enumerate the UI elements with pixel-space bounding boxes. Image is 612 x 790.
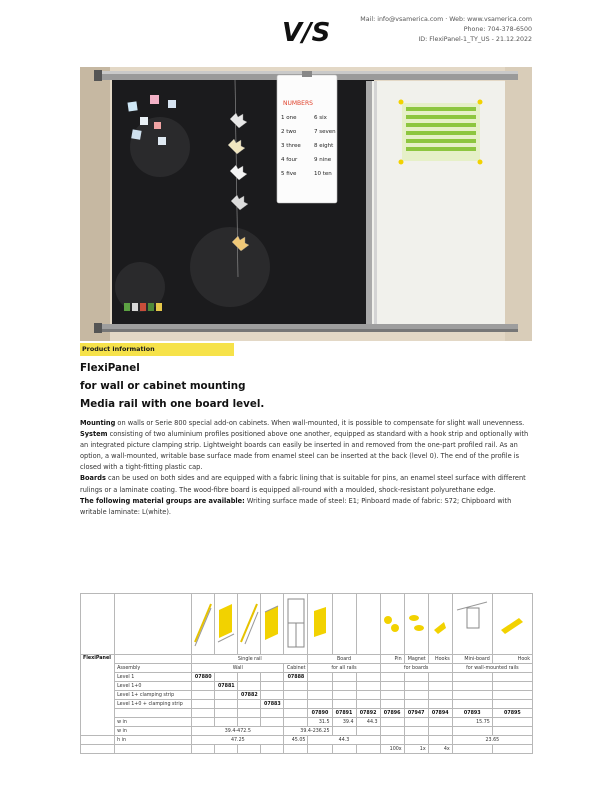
- logo-text: V/S: [282, 18, 331, 45]
- product-subtitle: for wall or cabinet mounting: [80, 380, 246, 392]
- product-title: FlexiPanel: [80, 362, 140, 374]
- svg-text:8 eight: 8 eight: [314, 143, 334, 149]
- product-information-label: Product information: [80, 343, 234, 356]
- rail-image: [238, 594, 261, 655]
- product-images-row: [81, 594, 533, 655]
- rail-image: [192, 594, 215, 655]
- board-image: [308, 594, 332, 655]
- boards-paragraph: Boards can be used on both sides and are equipped with a fabric lining that is suitable for pins, an enamel steel surface with different rulings or a laminate coating. The wood-fibre board is equipped all-round with a moulded, shock-resistant polyurethane edge.: [80, 474, 526, 494]
- notes-title: NUMBERS: [283, 100, 313, 107]
- product-name-cell: FlexiPanel: [81, 655, 115, 736]
- svg-text:4 four: 4 four: [281, 157, 298, 163]
- product-variant-title: Media rail with one board level.: [80, 398, 265, 410]
- svg-text:3 three: 3 three: [281, 143, 301, 149]
- svg-text:2 two: 2 two: [281, 129, 297, 135]
- width-row: w in 31.5 39.4 44.3 15.75: [81, 718, 533, 727]
- hooks-image: [428, 594, 452, 655]
- materials-paragraph: The following material groups are available: Writing surface made of steel: E1; Pinboard made of fabric: S72; Chipboard with writable laminate: L(white).: [80, 496, 512, 516]
- rail-board-image: [261, 594, 284, 655]
- product-photo: [80, 67, 532, 341]
- accessory-codes-row: 07890 07891 07892 07896 07947 07894 07893 07895: [81, 709, 533, 718]
- system-paragraph: System consisting of two aluminium profiles positioned above one another, equipped as standard with a hook strip and optionally with an integrated picture clamping strip. Lightweight boards can easily be inserted in and removed from the one-part profiled rail. As an option, a wall-mounted, writable base surface made from enamel steel can be inserted at the back (level 0). The end of the profile is closed with a tight-fitting plastic cap.: [80, 430, 529, 472]
- contact-phone: Phone: 704-378-6500: [463, 26, 532, 33]
- document-id: ID: FlexiPanel-1_TY_US - 21.12.2022: [418, 36, 532, 43]
- hook-image: [492, 594, 532, 655]
- specification-table: [80, 593, 533, 754]
- contact-mail-web: Mail: info@vsamerica.com · Web: www.vsamerica.com: [360, 16, 532, 23]
- vs-logo: [280, 17, 336, 45]
- sub-header-row: Assembly Wall Cabinet for all rails for boards for wall-mounted rails: [81, 664, 533, 673]
- level-row: Level 1+0 + clamping strip 07883: [81, 700, 533, 709]
- width-range-row: w in 39.4-472.5 39.4-236.25: [81, 727, 533, 736]
- cabinet-image: [284, 594, 308, 655]
- pin-image: [380, 594, 404, 655]
- svg-text:5 five: 5 five: [281, 171, 297, 177]
- rail-board-image: [215, 594, 238, 655]
- level-row: Level 1 07880 07888: [81, 673, 533, 682]
- magnet-image: [404, 594, 428, 655]
- contact-info: [360, 15, 532, 45]
- svg-text:1 one: 1 one: [281, 115, 297, 121]
- mounting-paragraph: Mounting on walls or Serie 800 special add-on cabinets. When wall-mounted, it is possible to compensate for slight wall unevenness.: [80, 419, 525, 427]
- level-row: Level 1+0 07881: [81, 682, 533, 691]
- mini-board-image: [452, 594, 492, 655]
- svg-text:10 ten: 10 ten: [314, 171, 332, 177]
- level-row: Level 1+ clamping strip 07882: [81, 691, 533, 700]
- quantity-row: 100x 1x 4x: [81, 745, 533, 754]
- product-description: [80, 418, 535, 518]
- group-header-row: FlexiPanel Single rail Board Pin Magnet Hooks Mini-board Hook: [81, 655, 533, 664]
- height-row: h in 47.25 45.05 44.3 23.65: [81, 736, 533, 745]
- svg-text:6 six: 6 six: [314, 115, 327, 121]
- svg-text:9 nine: 9 nine: [314, 157, 332, 163]
- svg-text:7 seven: 7 seven: [314, 129, 336, 135]
